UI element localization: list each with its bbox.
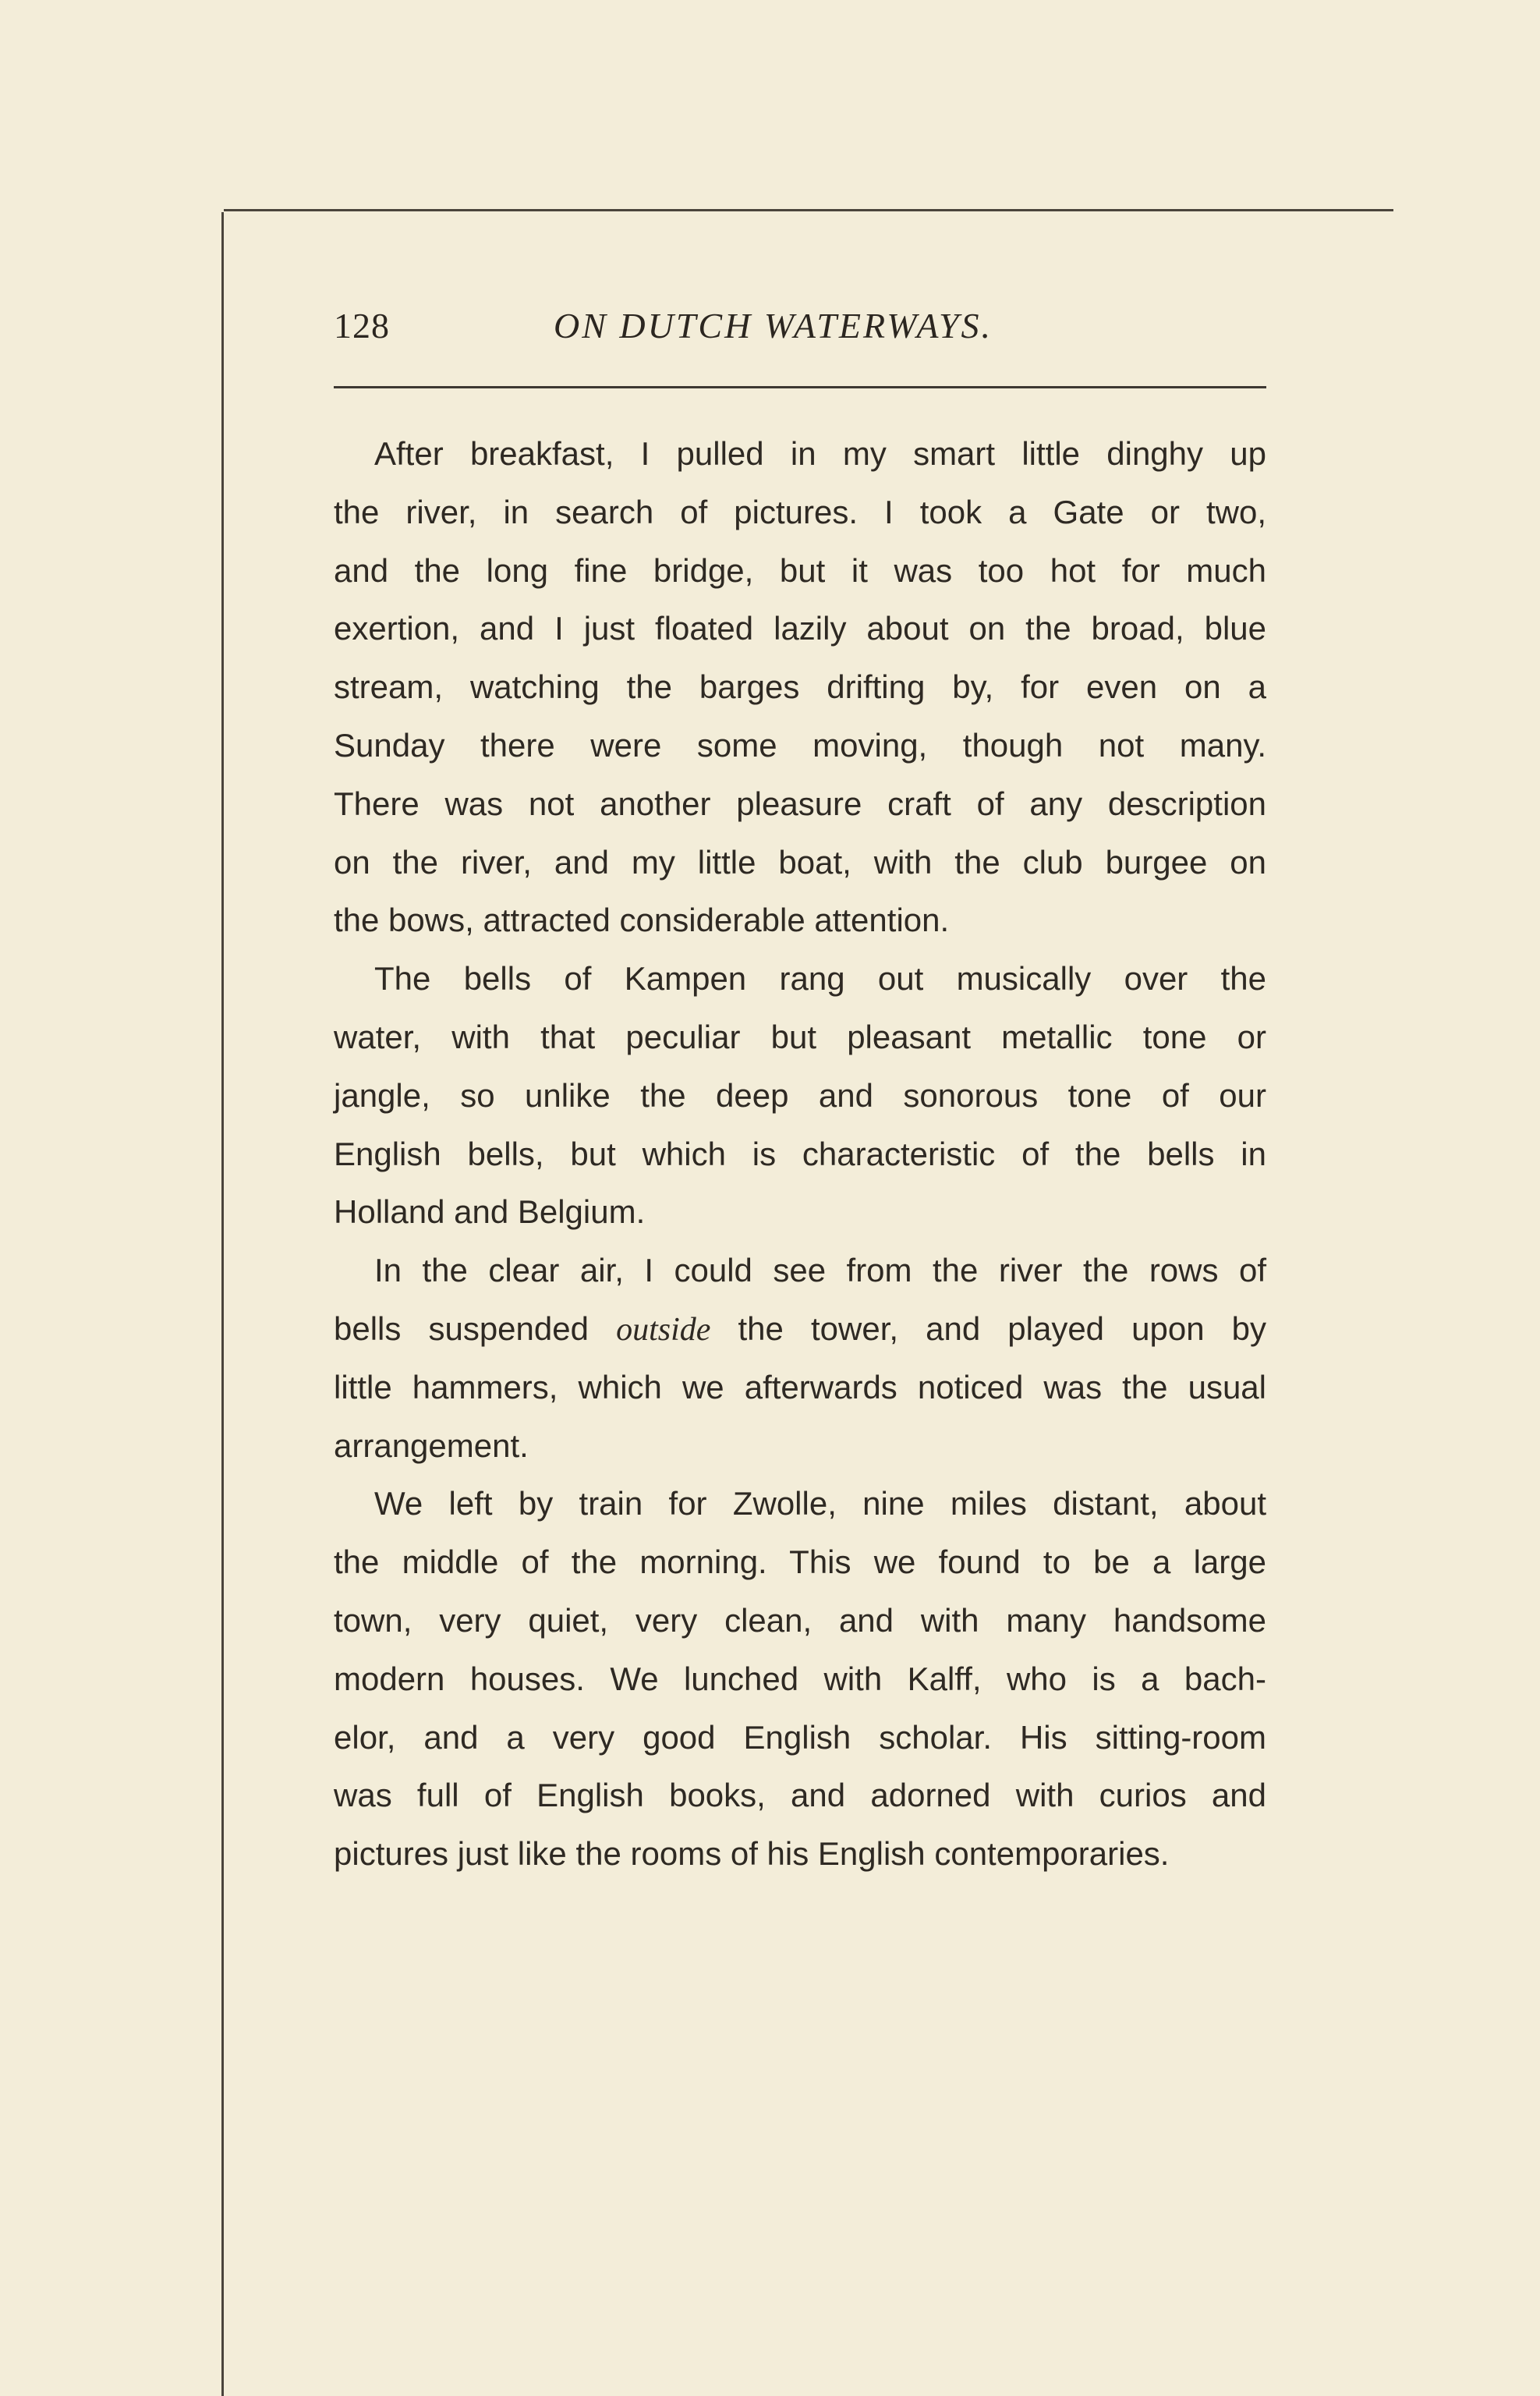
- text-line: There was not another pleasure craft of any description: [334, 785, 1266, 822]
- text-line: The bells of Kampen rang out musically over the: [374, 960, 1266, 998]
- text-line: Sunday there were some moving, though not many.: [334, 726, 1266, 764]
- text-segment: bells suspended: [334, 1310, 589, 1347]
- text-line: pictures just like the rooms of his English contemporaries.: [334, 1835, 1170, 1873]
- text-line: stream, watching the barges drifting by, for even on a: [334, 668, 1266, 706]
- paragraph-3: [334, 1242, 1266, 1475]
- text-line: the middle of the morning. This we found to be a large: [334, 1544, 1266, 1581]
- running-title: ON DUTCH WATERWAYS.: [554, 306, 993, 346]
- text-line: little hammers, which we afterwards noticed was the usual: [334, 1368, 1266, 1405]
- text-line: elor, and a very good English scholar. His sitting-room: [334, 1718, 1266, 1756]
- text-segment: the tower, and played upon by: [738, 1310, 1267, 1347]
- text-line: on the river, and my little boat, with the club burgee on: [334, 843, 1266, 881]
- text-line: and the long fine bridge, but it was too hot for much: [334, 551, 1266, 589]
- paragraph-1: [334, 425, 1266, 950]
- text-line-with-italic: [334, 1300, 1266, 1359]
- text-line: the bows, attracted considerable attention.: [334, 902, 950, 939]
- text-line: water, with that peculiar but pleasant metallic tone or: [334, 1018, 1266, 1055]
- text-line: town, very quiet, very clean, and with many handsome: [334, 1601, 1266, 1639]
- page-border-left: [221, 212, 224, 2396]
- running-head: [334, 303, 1266, 349]
- text-line: the river, in search of pictures. I took a Gate or two,: [334, 493, 1266, 530]
- header-rule: [334, 386, 1266, 388]
- paragraph-2: [334, 950, 1266, 1242]
- text-line: English bells, but which is characteristic of the bells in: [334, 1135, 1266, 1172]
- page-number: 128: [334, 306, 390, 346]
- italic-word: outside: [616, 1311, 711, 1348]
- text-line: We left by train for Zwolle, nine miles distant, about: [374, 1485, 1266, 1522]
- text-line: jangle, so unlike the deep and sonorous tone of our: [334, 1076, 1266, 1114]
- text-line: arrangement.: [334, 1427, 529, 1464]
- body-text: [334, 425, 1266, 1884]
- page-border-top: [224, 209, 1393, 211]
- text-line: In the clear air, I could see from the river the rows of: [374, 1252, 1266, 1289]
- text-line: exertion, and I just floated lazily about on the broad, blue: [334, 610, 1266, 647]
- text-line: Holland and Belgium.: [334, 1193, 646, 1231]
- text-line: modern houses. We lunched with Kalff, who is a bach-: [334, 1660, 1266, 1697]
- paragraph-4: [334, 1475, 1266, 1884]
- text-line: was full of English books, and adorned with curios and: [334, 1777, 1266, 1814]
- text-line: After breakfast, I pulled in my smart little dinghy up: [374, 435, 1266, 472]
